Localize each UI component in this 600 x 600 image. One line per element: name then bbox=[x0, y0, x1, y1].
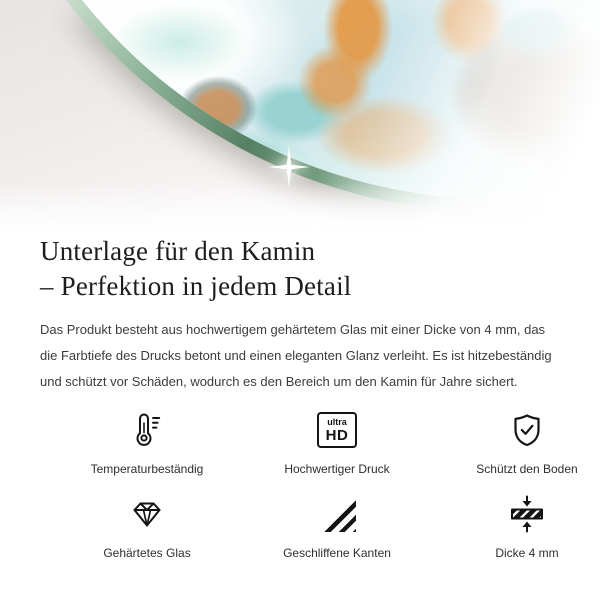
thickness-arrows-icon bbox=[507, 494, 547, 534]
feature-tempered-glass bbox=[52, 491, 242, 560]
page-title bbox=[40, 234, 560, 304]
feature-label: Geschliffene Kanten bbox=[283, 546, 391, 560]
diamond-icon bbox=[127, 494, 167, 534]
feature-label: Dicke 4 mm bbox=[495, 546, 559, 560]
polished-edge-stripes-icon bbox=[318, 496, 356, 532]
glass-panel bbox=[0, 0, 600, 228]
feature-protects-floor bbox=[432, 407, 600, 476]
shield-check-icon bbox=[507, 410, 547, 450]
feature-grid bbox=[52, 407, 578, 560]
product-photo bbox=[0, 0, 600, 228]
feature-high-quality-print bbox=[242, 407, 432, 476]
title-line-2: – Perfektion in jedem Detail bbox=[40, 271, 352, 301]
thermometer-icon bbox=[127, 410, 167, 450]
feature-thickness bbox=[432, 491, 600, 560]
product-description-block bbox=[0, 234, 600, 560]
title-line-1: Unterlage für den Kamin bbox=[40, 236, 316, 266]
feature-label: Hochwertiger Druck bbox=[284, 462, 390, 476]
sparkle-highlight bbox=[266, 144, 312, 190]
ultra-hd-icon: ultra HD bbox=[317, 412, 357, 448]
feature-temperature-resistant bbox=[52, 407, 242, 476]
feature-polished-edges bbox=[242, 491, 432, 560]
feature-label: Temperaturbeständig bbox=[90, 462, 204, 476]
product-description-text: Das Produkt besteht aus hochwertigem gehärtetem Glas mit einer Dicke von 4 mm, das die Farbtiefe des Drucks betont und einen eleganten Glanz verleiht. Es ist hitzebeständig und schützt vor Schäden, wodurch es den Bereich um den Kamin für Jahre sichert. bbox=[40, 322, 552, 389]
marble-artwork bbox=[0, 0, 600, 228]
feature-label: Gehärtetes Glas bbox=[103, 546, 191, 560]
feature-label: Schützt den Boden bbox=[476, 462, 578, 476]
